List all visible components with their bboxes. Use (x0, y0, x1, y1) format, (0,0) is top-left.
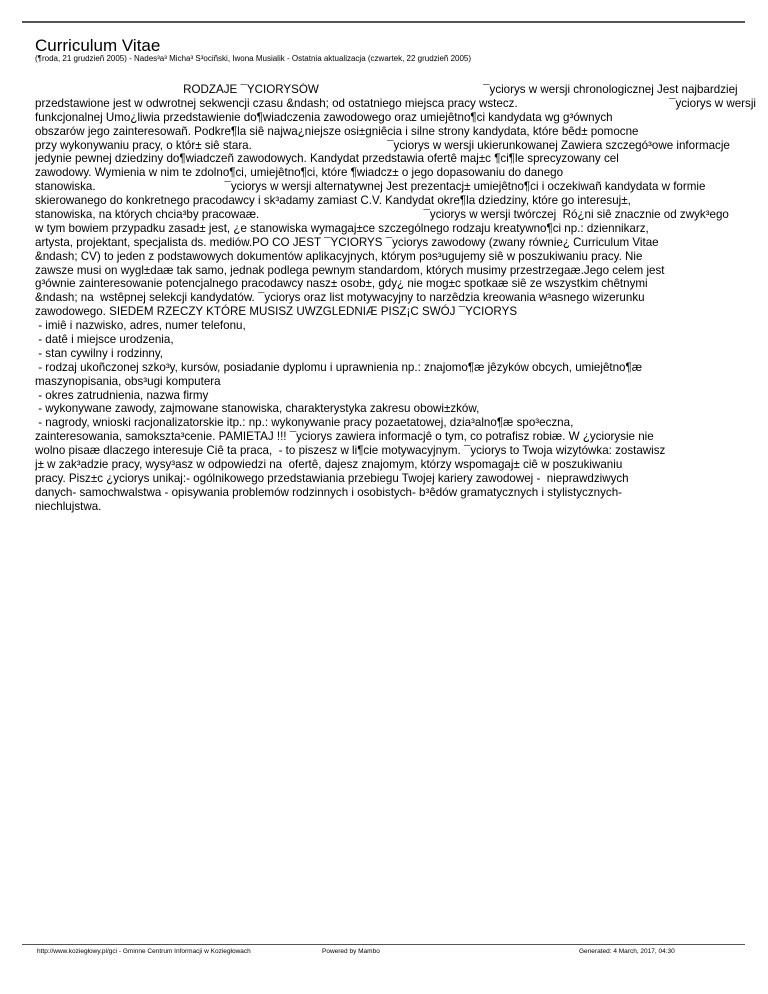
footer-rule (22, 944, 745, 945)
body-line: RODZAJE ¯YCIORYSÓW ¯yciorys w wersji chronologicznej Jest najbardziej (35, 83, 738, 96)
body-line: niechlujstwa. (35, 499, 102, 513)
document-meta: (¶roda, 21 grudzieñ 2005) - Nades³a³ Micha³ S³ociñski, Iwona Musialik - Ostatnia aktualizacja (czwartek, 22 grudzieñ 2005) (35, 54, 472, 63)
body-line: wolno pisaæ dlaczego interesuje Ciê ta praca, - to piszesz w li¶cie motywacyjnym. ¯yciorys to Twoja wizytówka: zostawisz (35, 444, 666, 458)
body-line: &ndash; na wstêpnej selekcji kandydatów. ¯yciorys oraz list motywacyjny to narzêdzia kreowania w³asnego wizerunku (35, 291, 645, 305)
body-line: stanowiska. ¯yciorys w wersji alternatywnej Jest prezentacj± umiejêtno¶ci i oczekiwañ kandydata w formie (35, 180, 706, 194)
body-line: funkcjonalnej Umo¿liwia przedstawienie do¶wiadczenia zawodowego oraz umiejêtno¶ci kandydata wg g³ównych (35, 110, 613, 124)
header-rule (22, 21, 745, 23)
body-line: - nagrody, wnioski racjonalizatorskie itp.: np.: wykonywanie pracy pozaetatowej, dzia³alno¶æ spo³eczna, (35, 416, 574, 430)
body-line: przedstawione jest w odwrotnej sekwencji czasu &ndash; od ostatniego miejsca pracy wstecz. ¯yciorys w wersji (35, 96, 756, 110)
body-line: zawodowy. Wymienia w nim te zdolno¶ci, umiejêtno¶ci, które ¶wiadcz± o jego dopasowaniu do danego (35, 166, 564, 180)
body-line: w tym bowiem przypadku zasad± jest, ¿e stanowiska wymagaj±ce szczególnego rodzaju kreatywno¶ci np.: dziennikarz, (35, 221, 649, 235)
body-line: j± w zak³adzie pracy, wysy³asz w odpowiedzi na ofertê, dajesz znajomym, którzy wspomagaj± ciê w poszukiwaniu (35, 458, 623, 472)
body-line: - wykonywane zawody, zajmowane stanowiska, charakterystyka zakresu obowi±zków, (35, 402, 480, 416)
body-line: obszarów jego zainteresowañ. Podkre¶la siê najwa¿niejsze osi±gniêcia i silne strony kandydata, które bêd± pomocne (35, 124, 639, 138)
body-line: - rodzaj ukoñczonej szko³y, kursów, posiadanie dyplomu i uprawnienia np.: znajomo¶æ jêzyków obcych, umiejêtno¶æ (35, 360, 643, 374)
body-line: zawodowego. SIEDEM RZECZY KTÓRE MUSISZ UWZGLEDNIÆ PISZ¡C SWÓJ ¯YCIORYS (35, 305, 518, 319)
body-line: zawsze musi on wygl±daæ tak samo, jednak podlega pewnym standardom, których musimy przestrzegaæ.Jego celem jest (35, 263, 665, 277)
body-line: - imiê i nazwisko, adres, numer telefonu, (35, 319, 246, 333)
body-line: artysta, projektant, specjalista ds. mediów.PO CO JEST ¯YCIORYS ¯yciorys zawodowy (zwany równie¿ Curriculum Vitae (35, 235, 659, 249)
body-line: maszynopisania, obs³ugi komputera (35, 374, 221, 388)
body-line: g³ównie zainteresowanie potencjalnego pracodawcy nasz± osob±, gdy¿ nie mog±c spotkaæ siê ze wszystkim chêtnymi (35, 277, 648, 291)
body-line: pracy. Pisz±c ¿yciorys unikaj:- ogólnikowego przedstawiania przebiegu Twojej kariery zawodowej - nieprawdziwych (35, 471, 629, 485)
body-line: &ndash; CV) to jeden z podstawowych dokumentów aplikacyjnych, którym pos³ugujemy siê w poszukiwaniu pracy. Nie (35, 249, 643, 263)
footer-url: http://www.koziegłowy.pl/gci - Gminne Centrum Informacji w Koziegłowach (37, 948, 251, 955)
body-line: jedynie pewnej dziedziny do¶wiadczeñ zawodowych. Kandydat przedstawia ofertê maj±c ¶ci¶le sprecyzowany cel (35, 152, 619, 166)
footer-generated-date: Generated: 4 March, 2017, 04:30 (579, 948, 675, 955)
body-line: - okres zatrudnienia, nazwa firmy (35, 388, 209, 402)
body-line: - datê i miejsce urodzenia, (35, 333, 174, 347)
body-line: przy wykonywaniu pracy, o któr± siê stara. ¯yciorys w wersji ukierunkowanej Zawiera szczegó³owe informacje (35, 138, 730, 152)
body-line: zainteresowania, samokszta³cenie. PAMIETAJ !!! ¯yciorys zawiera informacjê o tym, co potrafisz robiæ. W ¿yciorysie nie (35, 430, 654, 444)
body-line: danych- samochwalstwa - opisywania problemów rodzinnych i osobistych- b³êdów gramatycznych i stylistycznych- (35, 485, 623, 499)
body-line: - stan cywilny i rodzinny, (35, 346, 164, 360)
body-line: skierowanego do konkretnego pracodawcy i sk³adamy zamiast C.V. Kandydat okre¶la dziedziny, które go interesuj±, (35, 194, 631, 208)
document-title: Curriculum Vitae (35, 36, 161, 55)
footer-powered-by: Powered by Mambo (322, 948, 380, 955)
document-body (35, 83, 768, 514)
body-line: stanowiska, na których chcia³by pracowaæ. ¯yciorys w wersji twórczej Ró¿ni siê znacznie od zwyk³ego (35, 208, 729, 222)
